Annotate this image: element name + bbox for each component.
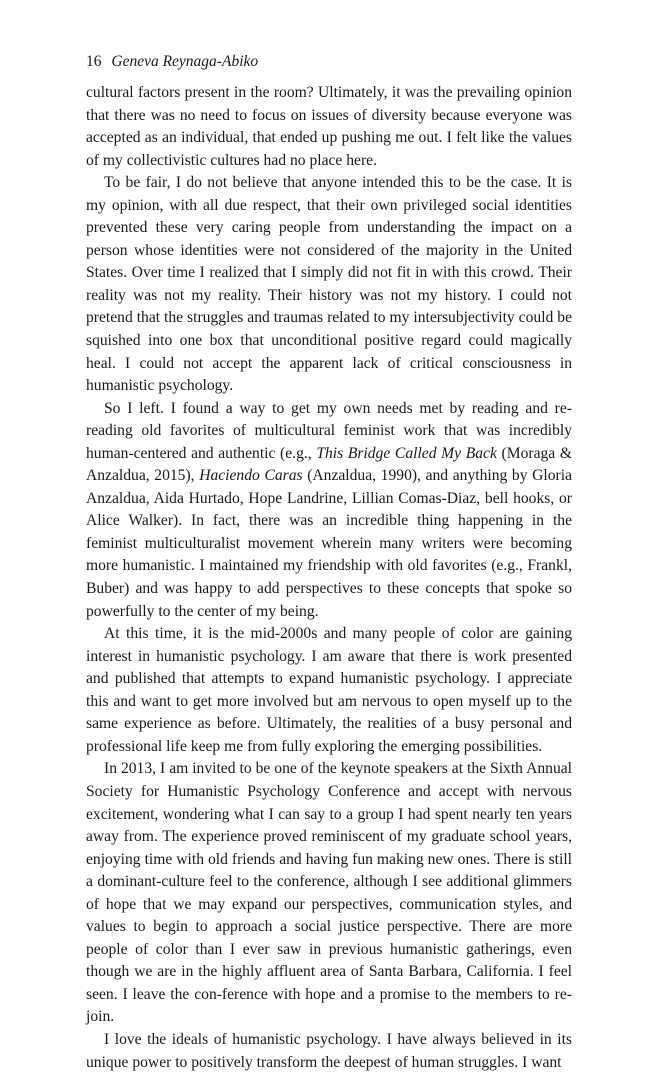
text-run: cultural factors present in the room? Ultimately, it was the prevailing opinion that there was no need to focus on issues of diversity because everyone was accepted as an individual, that ended up pushing me out. I felt like the values of my collectivistic cultures had no place here. [86, 84, 572, 169]
text-run: To be fair, I do not believe that anyone intended this to be the case. It is my opinion, with all due respect, that their own privileged social identities prevented these very caring people from understanding the impact on a person whose identities were not considered of the majority in the United States. Over time I realized that I simply did not fit in with this crowd. Their reality was not my reality. Their history was not my history. I could not pretend that the struggles and traumas related to my intersubjectivity could be squished into one box that unconditional positive regard could magically heal. I could not accept the apparent lack of critical consciousness in humanistic psychology. [86, 174, 572, 395]
text-run: (Moraga & Anzaldua, 2015), [86, 444, 572, 485]
running-head-author: Geneva Reynaga-Abiko [111, 53, 259, 70]
paragraph [86, 623, 572, 758]
paragraph [86, 758, 572, 1029]
text-run: I love the ideals of humanistic psychology. I have always believed in its unique power to positively transform the deepest of human struggles. I want [86, 1030, 572, 1071]
text-run: At this time, it is the mid-2000s and many people of color are gaining interest in humanistic psychology. I am aware that there is work presented and published that attempts to expand humanistic psychology. I appreciate this and want to get more involved but am nervous to open myself up to the same experience as before. Ultimately, the realities of a busy personal and professional life keep me from fully exploring the emerging possibilities. [86, 625, 572, 755]
paragraph [86, 172, 572, 397]
text-run: (Anzaldua, 1990), and anything by Gloria Anzaldua, Aida Hurtado, Hope Landrine, Lillian Comas-Diaz, bell hooks, or Alice Walker). In fact, there was an incredible thing happening in the feminist multiculturalist movement wherein many writers were becoming more humanistic. I maintained my friendship with old favorites (e.g., Frankl, Buber) and was happy to add perspectives to these concepts that spoke so powerfully to the center of my being. [86, 467, 572, 620]
text-run: In 2013, I am invited to be one of the keynote speakers at the Sixth Annual Society for Humanistic Psychology Conference and accept with nervous excitement, wondering what I can say to a group I had spent nearly ten years away from. The experience proved reminiscent of my graduate school years, enjoying time with old friends and having fun making new ones. There is still a dominant-culture feel to the conference, although I see additional glimmers of hope that we may expand our perspectives, communication styles, and values to begin to approach a social justice perspective. There are more people of color than I ever saw in previous humanistic gatherings, even though we are in the highly affluent area of Santa Barbara, California. I feel seen. I leave the con-ference with hope and a promise to the members to re-join. [86, 760, 572, 1026]
paragraph [86, 1029, 572, 1074]
paragraph [86, 82, 572, 172]
book-page [86, 52, 572, 1074]
page-number: 16 [86, 53, 102, 70]
body-text [86, 82, 572, 1074]
book-title: Haciendo Caras [199, 467, 303, 485]
paragraph [86, 398, 572, 623]
running-head [86, 52, 572, 72]
book-title: This Bridge Called My Back [316, 444, 497, 462]
text-run: So I left. I found a way to get my own needs met by reading and re-reading old favorites of multicultural feminist work that was incredibly human-centered and authentic (e.g., [86, 399, 572, 462]
